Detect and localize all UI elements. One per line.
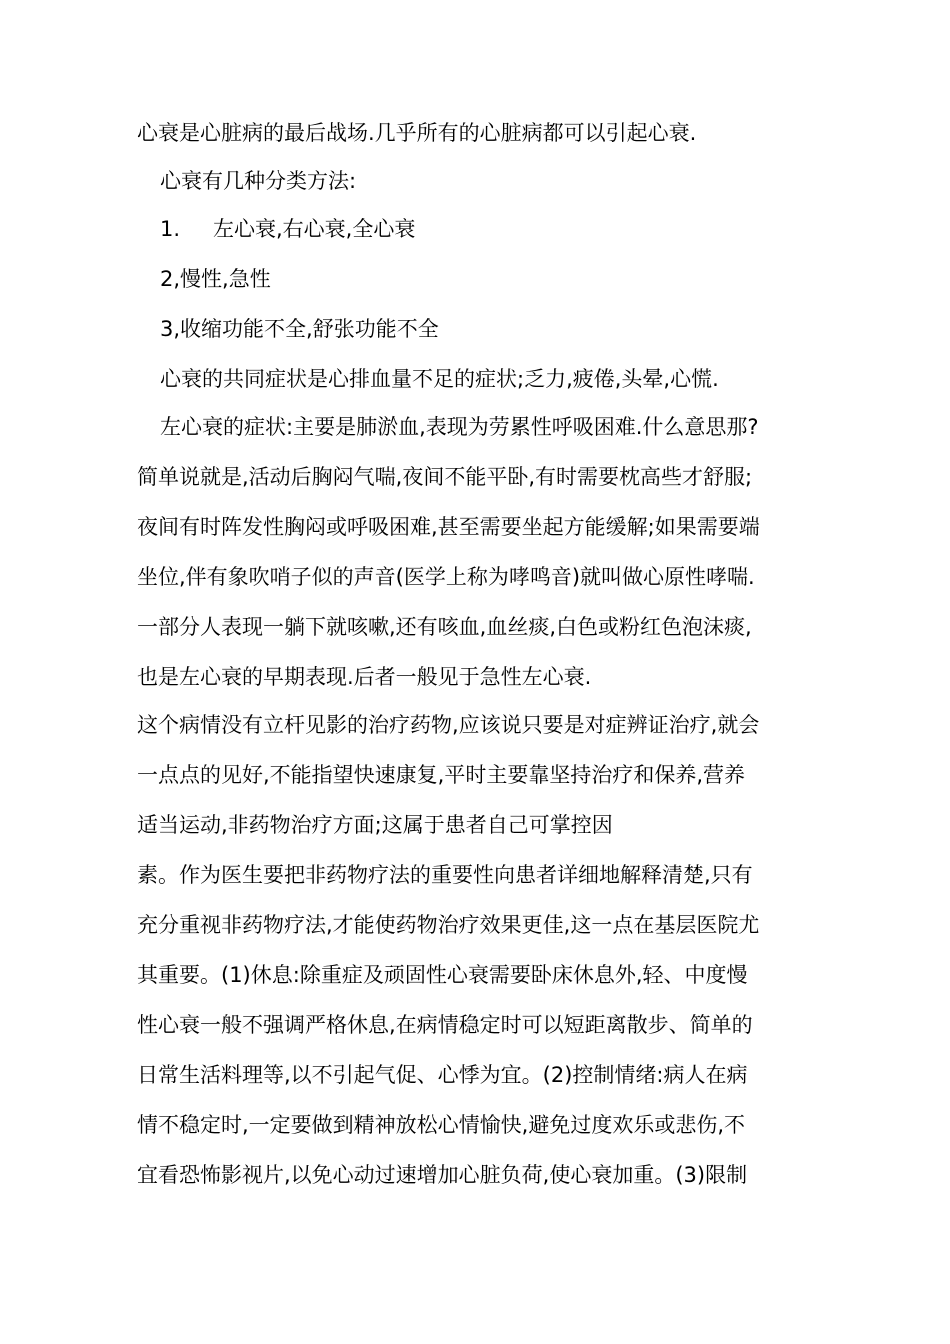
body-line: 日常生活料理等,以不引起气促、心悸为宜。(2)控制情绪:病人在病 [137, 1063, 748, 1087]
body-line: 一部分人表现一躺下就咳嗽,还有咳血,血丝痰,白色或粉红色泡沫痰, [137, 615, 752, 639]
left-heart-failure-line: 左心衰的症状:主要是肺淤血,表现为劳累性呼吸困难.什么意思那? [160, 415, 759, 439]
body-line: 情不稳定时,一定要做到精神放松心情愉快,避免过度欢乐或悲伤,不 [137, 1113, 746, 1137]
body-line: 其重要。(1)休息:除重症及顽固性心衰需要卧床休息外,轻、中度慢 [137, 963, 748, 987]
list-text: 左心衰,右心衰,全心衰 [213, 217, 416, 241]
body-line: 简单说就是,活动后胸闷气喘,夜间不能平卧,有时需要枕高些才舒服; [137, 465, 753, 489]
treatment-line: 这个病情没有立杆见影的治疗药物,应该说只要是对症辨证治疗,就会 [137, 713, 760, 737]
body-line: 坐位,伴有象吹哨子似的声音(医学上称为哮鸣音)就叫做心原性哮喘. [137, 565, 755, 589]
body-line: 性心衰一般不强调严格休息,在病情稳定时可以短距离散步、简单的 [137, 1013, 753, 1037]
classification-heading: 心衰有几种分类方法: [160, 169, 357, 193]
paragraph-intro-line: 心衰是心脏病的最后战场.几乎所有的心脏病都可以引起心衰. [137, 121, 697, 145]
list-item-3: 3,收缩功能不全,舒张功能不全 [160, 317, 439, 341]
list-item-1 [160, 211, 850, 247]
body-line: 适当运动,非药物治疗方面;这属于患者自己可掌控因 [137, 813, 613, 837]
list-number: 1. [160, 217, 181, 241]
symptoms-line: 心衰的共同症状是心排血量不足的症状;乏力,疲倦,头晕,心慌. [160, 367, 719, 391]
list-item-2: 2,慢性,急性 [160, 267, 271, 291]
body-line: 夜间有时阵发性胸闷或呼吸困难,甚至需要坐起方能缓解;如果需要端 [137, 515, 760, 539]
body-line: 也是左心衰的早期表现.后者一般见于急性左心衰. [137, 665, 592, 689]
body-line: 素。作为医生要把非药物疗法的重要性向患者详细地解释清楚,只有 [137, 863, 753, 887]
body-line: 一点点的见好,不能指望快速康复,平时主要靠坚持治疗和保养,营养 [137, 763, 746, 787]
body-line: 充分重视非药物疗法,才能使药物治疗效果更佳,这一点在基层医院尤 [137, 913, 760, 937]
body-line: 宜看恐怖影视片,以免心动过速增加心脏负荷,使心衰加重。(3)限制 [137, 1163, 748, 1187]
